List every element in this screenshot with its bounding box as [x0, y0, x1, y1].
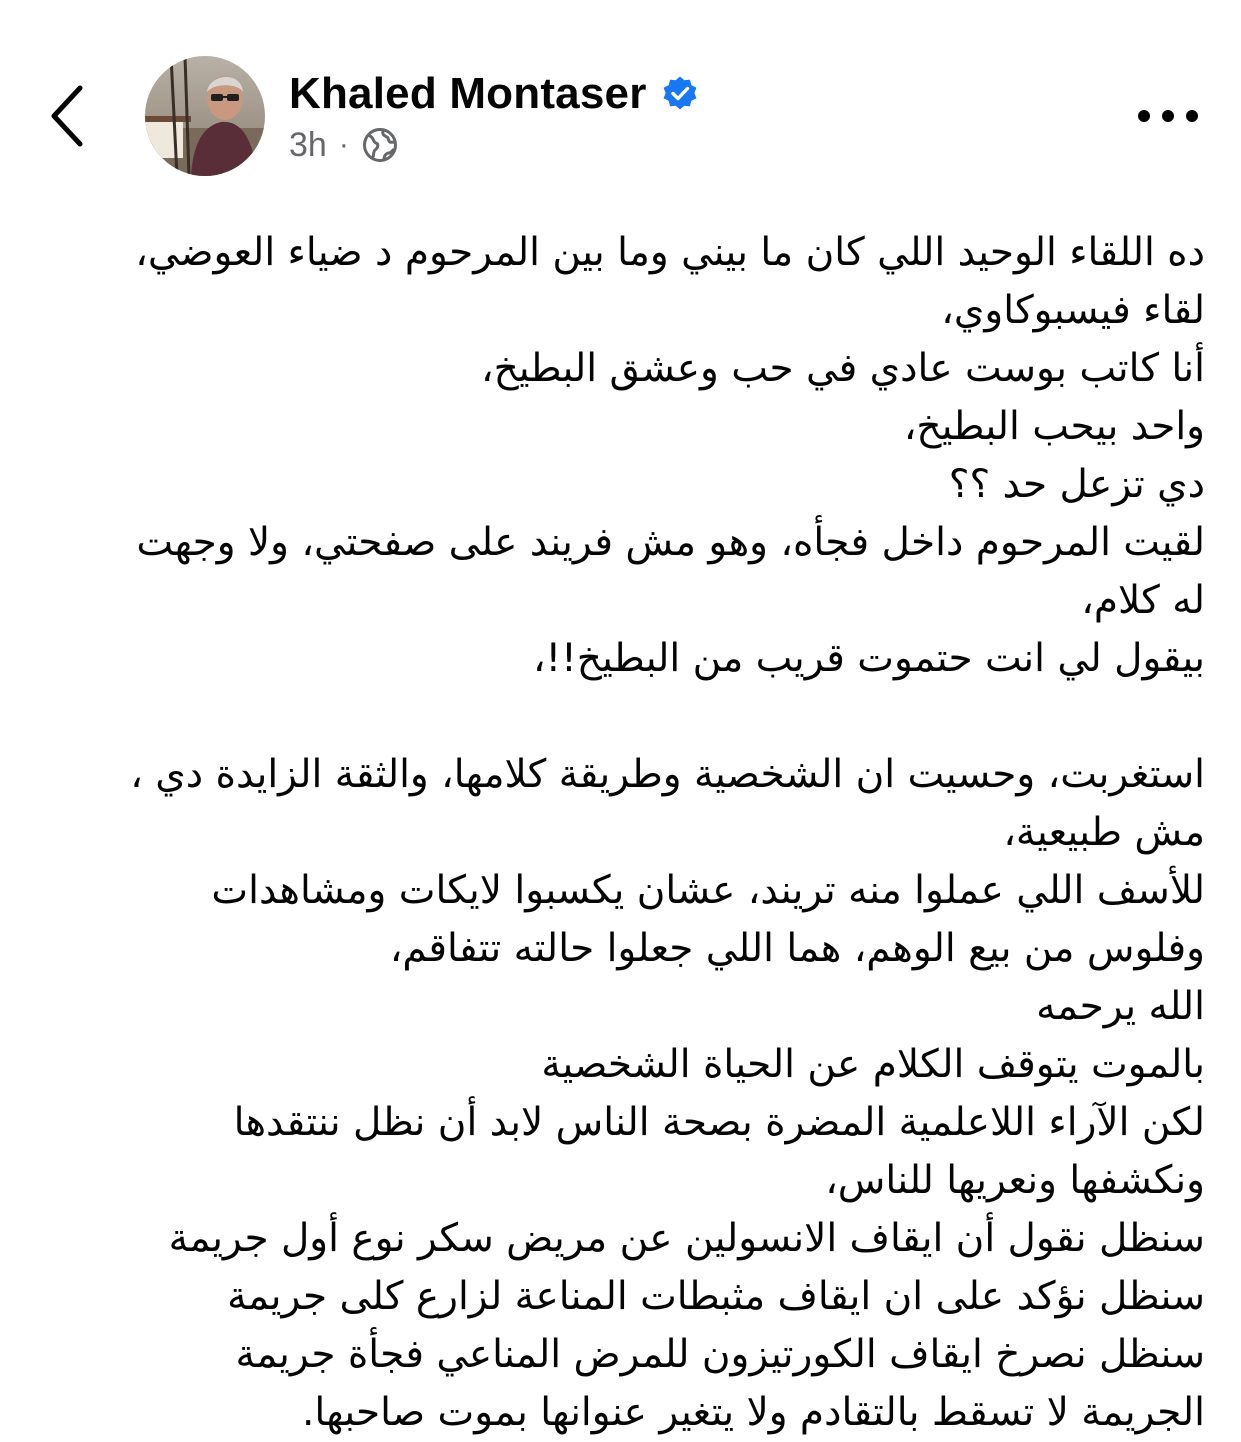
meta-separator: · [338, 128, 349, 161]
more-dots-icon [1130, 96, 1206, 136]
post-line: أنا كاتب بوست عادي في حب وعشق البطيخ، [481, 346, 1205, 391]
post-line: سنظل نقول أن ايقاف الانسولين عن مريض سكر نوع أول جريمة [168, 1216, 1205, 1261]
post-line: الله يرحمه [1036, 984, 1205, 1029]
post-line: لقيت المرحوم داخل فجأه، وهو مش فريند على صفحتي، ولا وجهت [136, 520, 1205, 565]
post-line: بيقول لي انت حتموت قريب من البطيخ!!، [532, 636, 1205, 681]
author-avatar[interactable] [145, 56, 265, 176]
back-button[interactable] [40, 78, 100, 154]
post-line: للأسف اللي عملوا منه تريند، عشان يكسبوا لايكات ومشاهدات [211, 868, 1205, 913]
post-line: ونكشفها ونعريها للناس، [825, 1158, 1205, 1203]
post-text [30, 224, 1205, 1442]
post-line: سنظل نصرخ ايقاف الكورتيزون للمرض المناعي فجأة جريمة [235, 1332, 1205, 1377]
post-time[interactable]: 3h [289, 125, 327, 164]
post-meta [289, 122, 399, 168]
post-line: مش طبيعية، [1003, 810, 1205, 855]
post-line: بالموت يتوقف الكلام عن الحياة الشخصية [541, 1042, 1205, 1087]
post-header [0, 0, 1241, 200]
post-line: ده اللقاء الوحيد اللي كان ما بيني وما بين المرحوم د ضياء العوضي، [135, 230, 1205, 275]
profile-photo [145, 56, 265, 176]
post-line: لكن الآراء اللاعلمية المضرة بصحة الناس لابد أن نظل ننتقدها [233, 1100, 1205, 1145]
post-line: له كلام، [1081, 578, 1205, 623]
post-line: واحد بيحب البطيخ، [903, 404, 1205, 449]
globe-icon[interactable] [361, 126, 399, 164]
more-options-button[interactable] [1130, 96, 1206, 136]
post-line: وفلوس من بيع الوهم، هما اللي جعلوا حالته تتفاقم، [389, 926, 1205, 971]
post-line: الجريمة لا تسقط بالتقادم ولا يتغير عنوانها بموت صاحبها. [302, 1390, 1205, 1435]
verified-badge-icon [661, 75, 699, 113]
post-line: استغربت، وحسيت ان الشخصية وطريقة كلامها، والثقة الزايدة دي ، [130, 752, 1205, 797]
post-line: لقاء فيسبوكاوي، [941, 288, 1205, 333]
post-line: سنظل نؤكد على ان ايقاف مثبطات المناعة لزارع كلى جريمة [227, 1274, 1205, 1319]
author-name-row [289, 66, 699, 122]
post-line: دي تزعل حد ؟؟ [948, 462, 1205, 507]
author-name[interactable]: Khaled Montaser [289, 69, 647, 118]
post-blank-line [30, 688, 1205, 746]
chevron-left-icon [40, 78, 100, 154]
